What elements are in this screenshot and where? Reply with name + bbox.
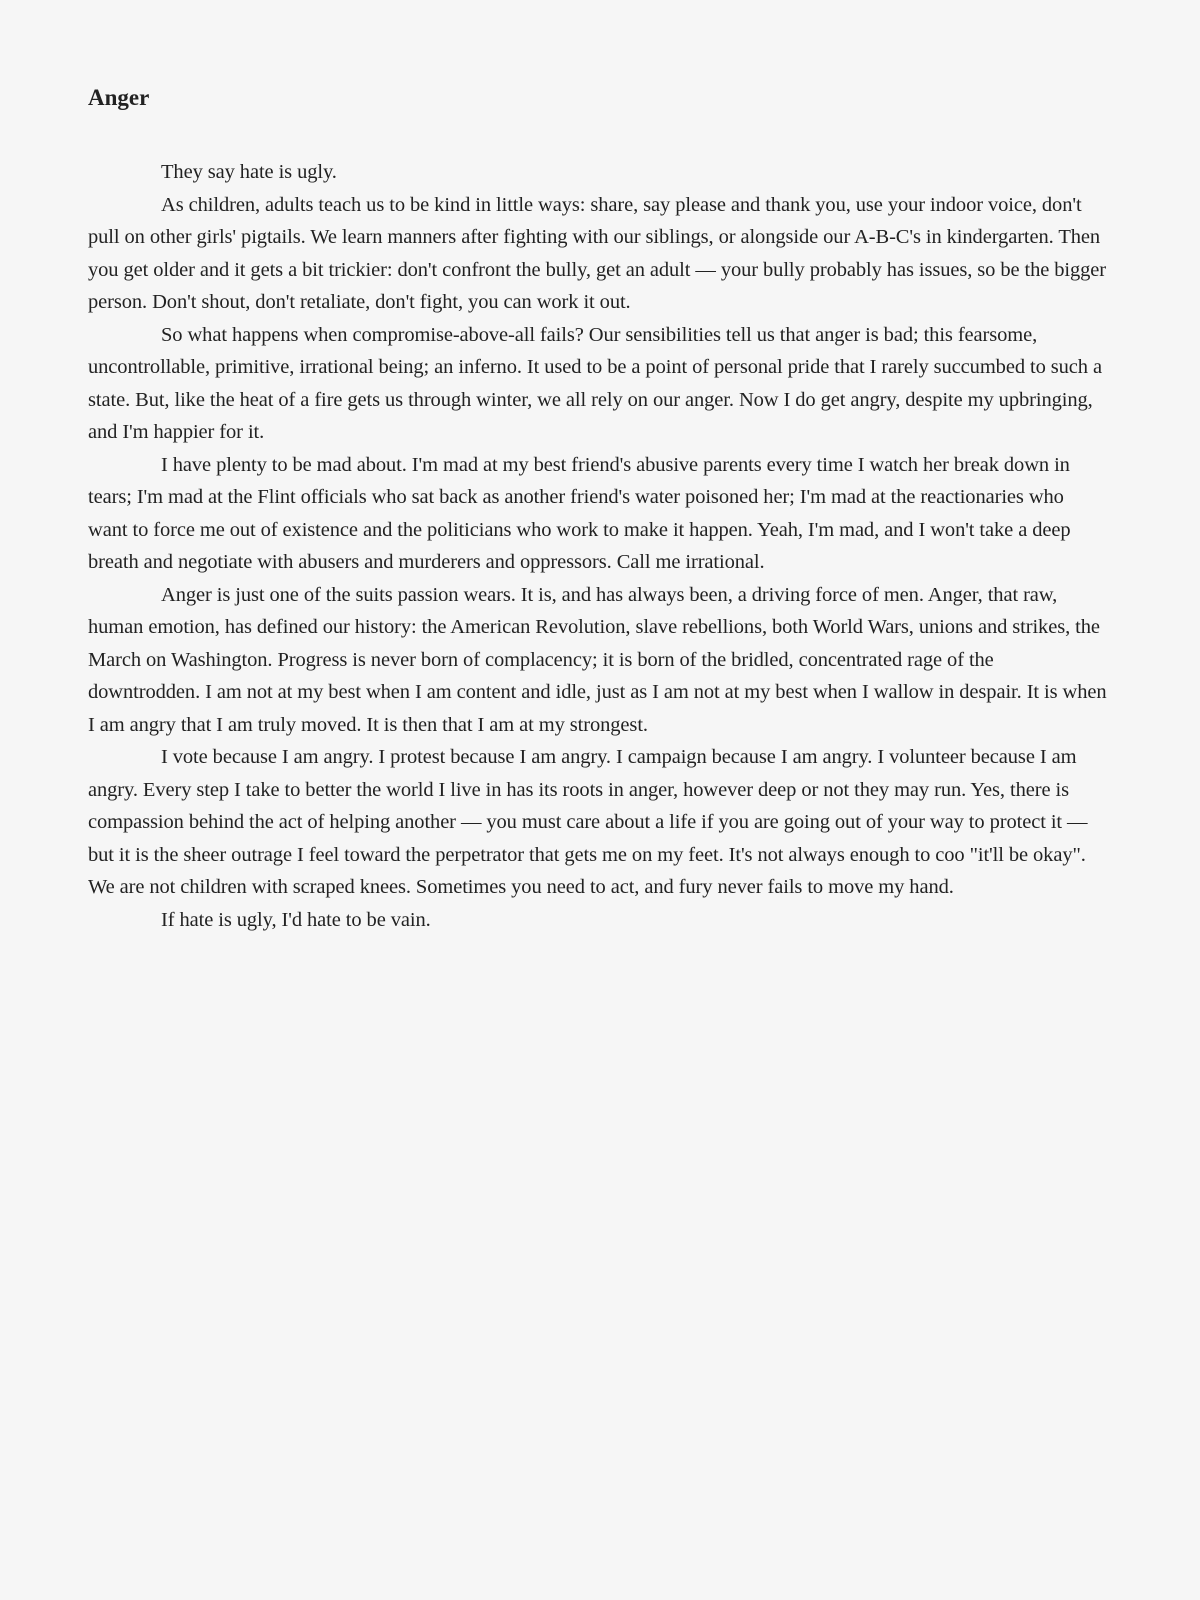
paragraph-1: They say hate is ugly. bbox=[161, 161, 337, 183]
paragraph-6: I vote because I am angry. I protest because I am angry. I campaign because I am angry. I volunteer because I am angry. Every step I take to better the world I live in has its roots in anger, however deep or not they may run. Yes, there is compassion behind the act of helping another — you must care about a life if you are going out of your way to protect it — but it is the sheer outrage I feel toward the perpetrator that gets me on my feet. It's not always enough to coo "it'll be okay". We are not children with scraped knees. Sometimes you need to act, and fury never fails to move my hand. bbox=[88, 746, 1088, 898]
paragraph-3: So what happens when compromise-above-all fails? Our sensibilities tell us that anger is bad; this fearsome, uncontrollable, primitive, irrational being; an inferno. It used to be a point of personal pride that I rarely succumbed to such a state. But, like the heat of a fire gets us through winter, we all rely on our anger. Now I do get angry, despite my upbringing, and I'm happier for it. bbox=[88, 323, 1102, 443]
paragraph-5: Anger is just one of the suits passion wears. It is, and has always been, a driving force of men. Anger, that raw, human emotion, has defined our history: the American Revolution, slave rebellions, both World Wars, unions and strikes, the March on Washington. Progress is never born of complacency; it is born of the bridled, concentrated rage of the downtrodden. I am not at my best when I am content and idle, just as I am not at my best when I wallow in despair. It is when I am angry that I am truly moved. It is then that I am at my strongest. bbox=[88, 583, 1107, 736]
document-title: Anger bbox=[88, 85, 150, 110]
paragraph-2: As children, adults teach us to be kind in little ways: share, say please and thank you, use your indoor voice, don't pull on other girls' pigtails. We learn manners after fighting with our siblings, or alongside our A-B-C's in kindergarten. Then you get older and it gets a bit trickier: don't confront the bully, get an adult — your bully probably has issues, so be the bigger person. Don't shout, don't retaliate, don't fight, you can work it out. bbox=[88, 193, 1107, 313]
paragraph-7: If hate is ugly, I'd hate to be vain. bbox=[161, 908, 431, 931]
document-page bbox=[88, 70, 1108, 936]
paragraph-4: I have plenty to be mad about. I'm mad at my best friend's abusive parents every time I watch her break down in tears; I'm mad at the Flint officials who sat back as another friend's water poisoned her; I'm mad at the reactionaries who want to force me out of existence and the politicians who work to make it happen. Yeah, I'm mad, and I won't take a deep breath and negotiate with abusers and murderers and oppressors. Call me irrational. bbox=[88, 453, 1071, 573]
document-body bbox=[88, 156, 1108, 936]
